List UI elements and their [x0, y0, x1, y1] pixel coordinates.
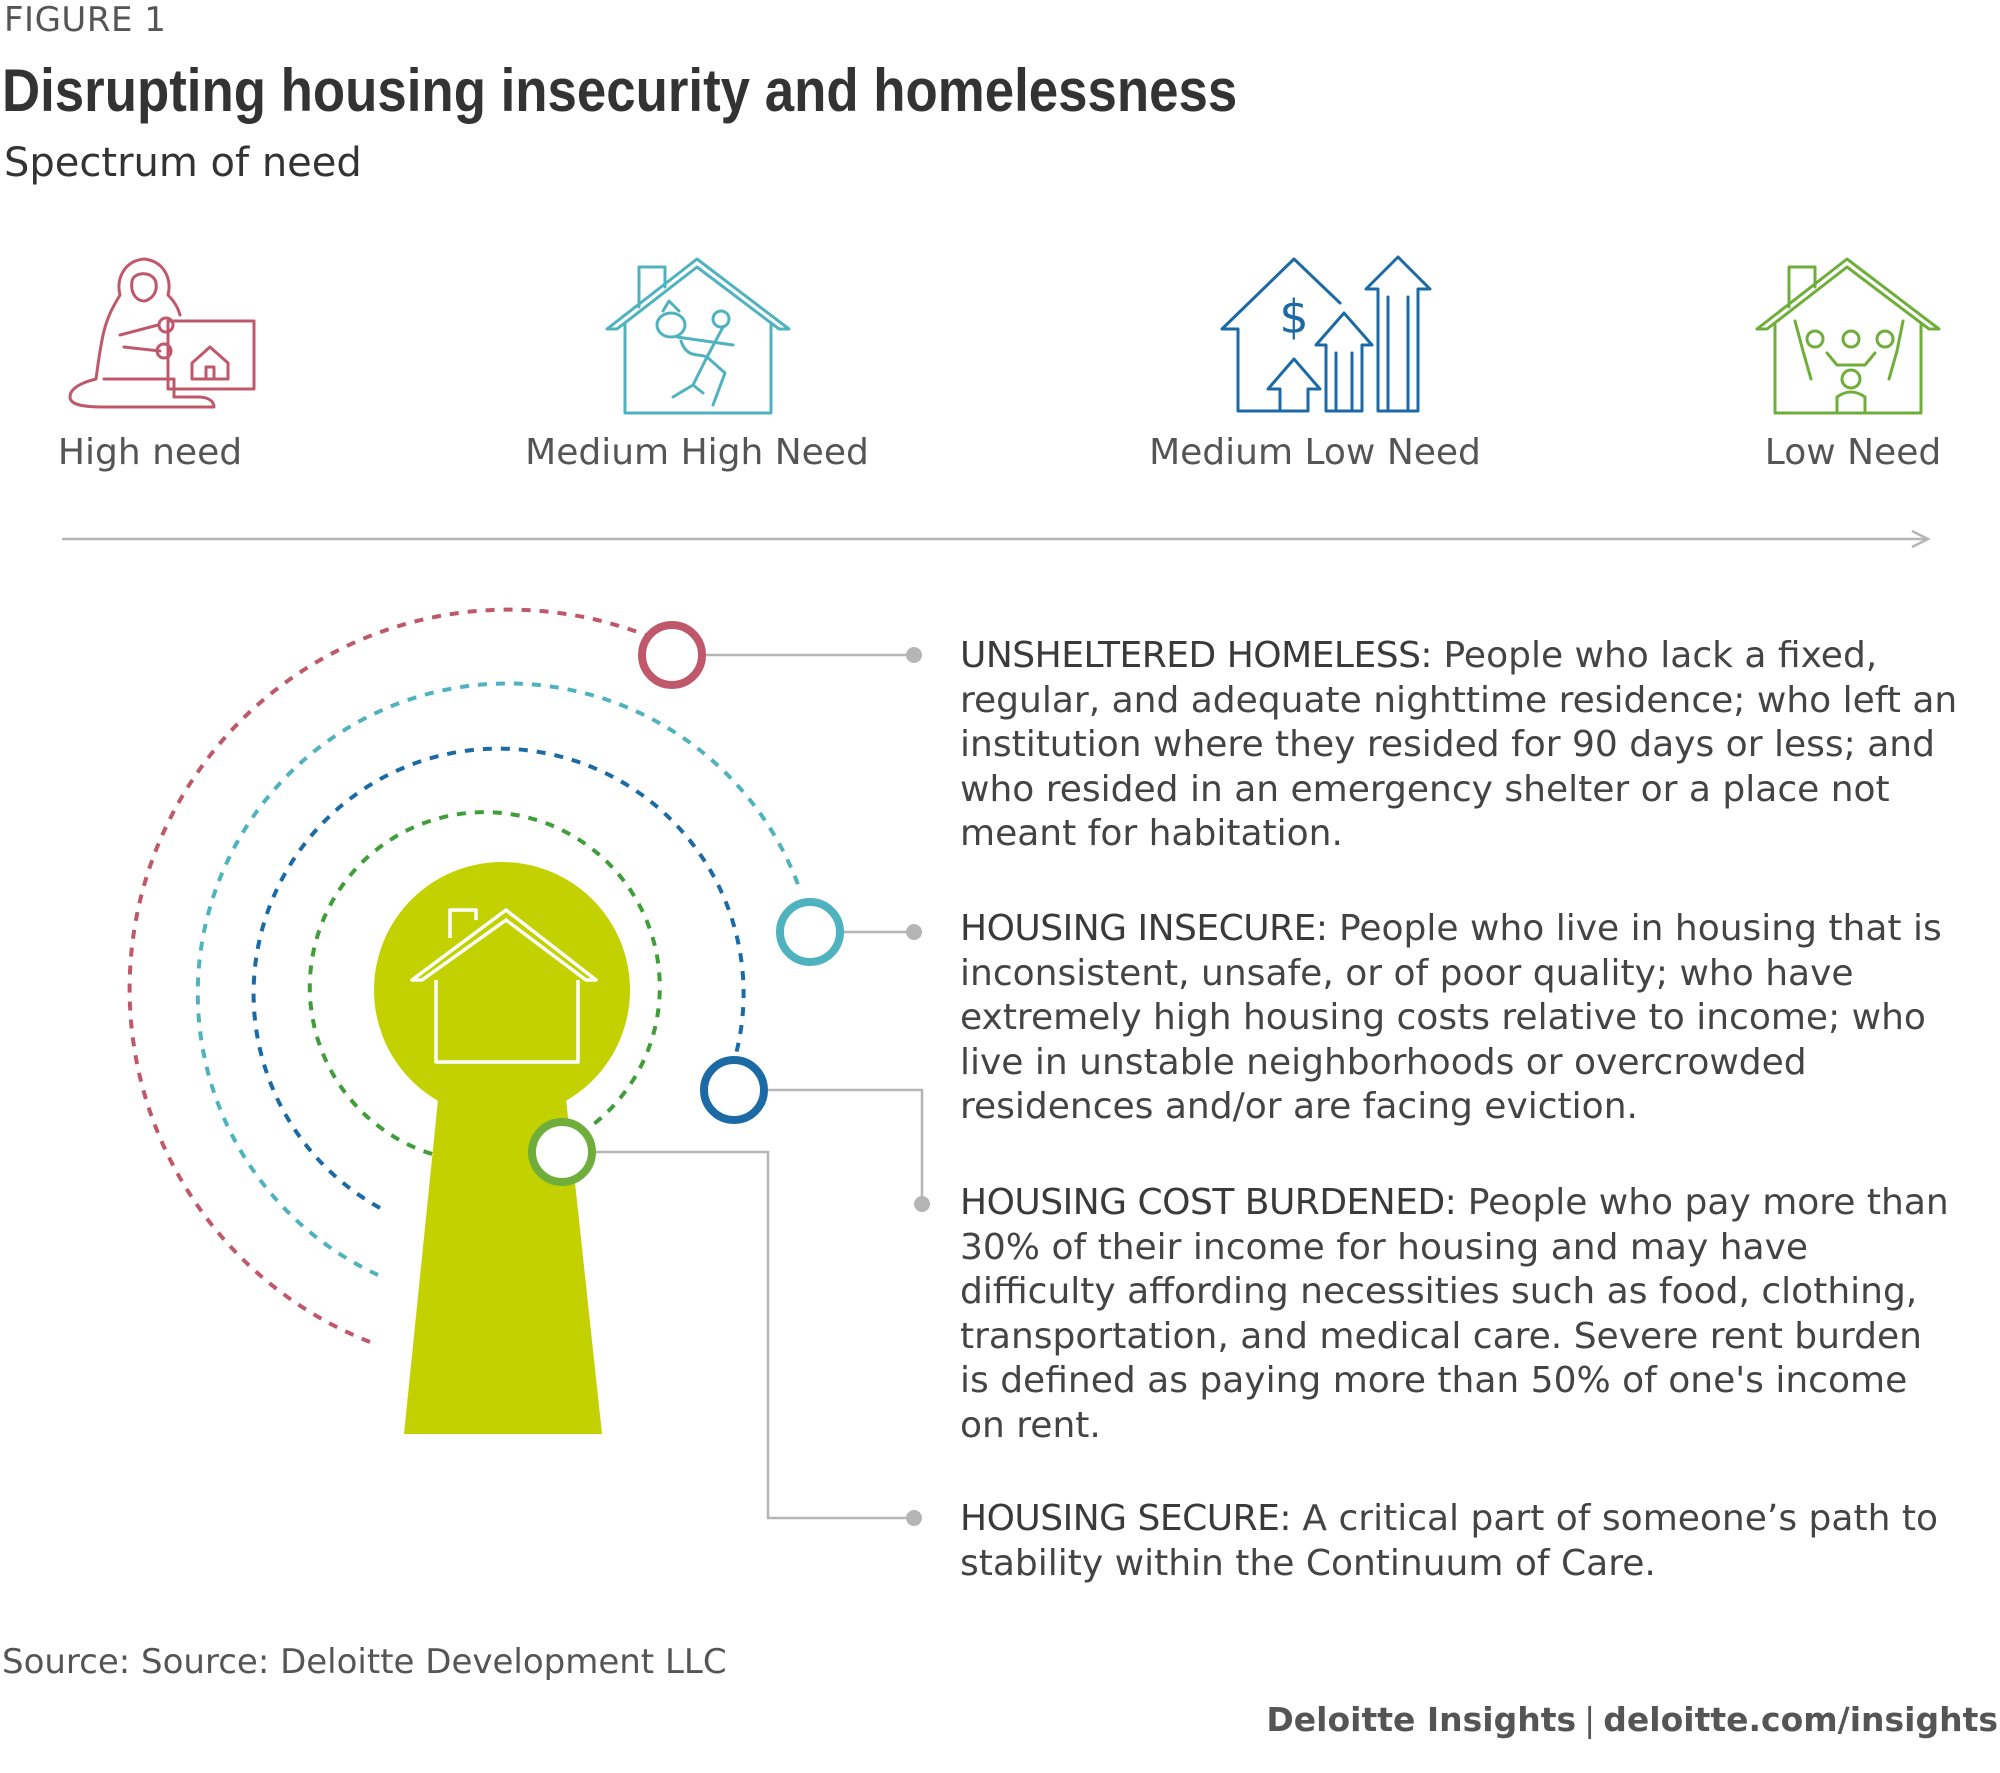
marker-insecure — [780, 902, 840, 962]
term-unsheltered-homeless: UNSHELTERED HOMELESS: — [960, 635, 1433, 676]
subtitle: Spectrum of need — [4, 140, 362, 186]
description-housing-cost-burdened — [960, 1181, 1960, 1448]
svg-text:$: $ — [1279, 290, 1309, 344]
marker-secure — [532, 1122, 592, 1182]
description-housing-secure — [960, 1497, 1960, 1586]
term-housing-cost-burdened: HOUSING COST BURDENED: — [960, 1182, 1457, 1223]
page-title: Disrupting housing insecurity and homelessness — [2, 57, 1238, 124]
definition-housing-cost-burdened: People who pay more than 30% of their income for housing and may have difficulty affording necessities such as food, clothing, transportation, and medical care. Severe rent burden is defined as paying more than 50% of one's income on rent. — [960, 1182, 1949, 1446]
house-rising-costs-icon — [1218, 255, 1428, 415]
marker-unsheltered — [642, 625, 702, 685]
term-housing-secure: HOUSING SECURE: — [960, 1498, 1291, 1539]
description-housing-insecure — [960, 907, 1960, 1130]
term-housing-insecure: HOUSING INSECURE: — [960, 908, 1328, 949]
person-with-house-sign-icon — [64, 255, 264, 415]
house-person-carrying-bag-icon — [603, 255, 795, 415]
definition-unsheltered-homeless: People who lack a fixed, regular, and adequate nighttime residence; who left an institution where they resided for 90 days or less; and who resided in an emergency shelter or a place not meant for habitation. — [960, 635, 1958, 854]
definition-housing-secure: A critical part of someone’s path to stability within the Continuum of Care. — [960, 1498, 1938, 1584]
source-note: Source: Source: Deloitte Development LLC — [2, 1642, 727, 1682]
need-label-low: Low Need — [1764, 432, 1942, 473]
footer-url[interactable]: deloitte.com/insights — [1603, 1700, 1998, 1739]
need-label-high: High need — [57, 432, 243, 473]
house-family-icon — [1753, 255, 1945, 415]
footer: Deloitte Insights | deloitte.com/insights — [1266, 1700, 1998, 1739]
footer-brand: Deloitte Insights — [1266, 1700, 1577, 1739]
figure-label: FIGURE 1 — [4, 0, 167, 40]
marker-cost-burdened — [704, 1060, 764, 1120]
description-unsheltered-homeless — [960, 634, 1960, 857]
keyhole-diagram — [0, 560, 960, 1570]
spectrum-arrow — [60, 525, 1940, 555]
definition-housing-insecure: People who live in housing that is inconsistent, unsafe, or of poor quality; who have extremely high housing costs relative to income; who live in unstable neighborhoods or overcrowded residences and/or are facing eviction. — [960, 908, 1942, 1127]
need-label-medium-low: Medium Low Need — [1149, 432, 1481, 473]
need-label-medium-high: Medium High Need — [525, 432, 869, 473]
